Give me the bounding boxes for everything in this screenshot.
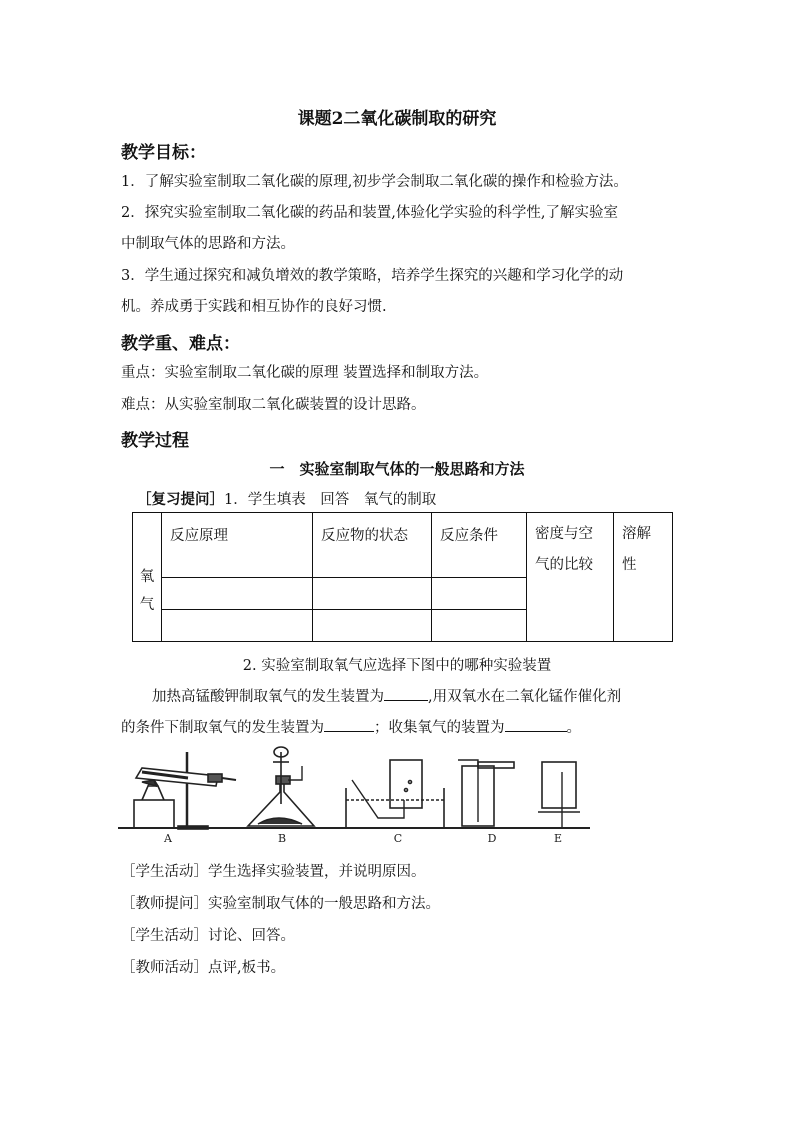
table-cell[interactable] [432,578,527,610]
key-points-heading: 教学重、难点： [121,334,240,354]
process-heading: 教学过程 [121,431,189,451]
activity-student-discuss: ［学生活动］讨论、回答。 [121,928,295,944]
question-2: 2. 实验室制取氧气应选择下图中的哪种实验装置 [242,658,552,674]
review-tag: ［复习提问］ [137,491,224,508]
apparatus-label-d: D [487,832,497,844]
header-reactant-state: 反应物的状态 [313,513,432,578]
objective-item-3-line-1: 3．学生通过探究和减负增效的教学策略，培养学生探究的兴趣和学习化学的动 [121,268,624,284]
header-density-comparison: 密度与空 气的比较 [527,513,614,642]
apparatus-d-upward-displacement [458,760,514,826]
fill-in-line-2: 的条件下制取氧气的发生装置为 ；收集氧气的装置为 。 [121,717,581,738]
table-cell[interactable] [313,578,432,610]
apparatus-label-a: A [164,832,172,844]
apparatus-e-downward-displacement [538,762,580,828]
apparatus-label-c: C [393,832,403,844]
apparatus-c-water-trough [346,760,444,828]
table-cell[interactable] [162,610,313,642]
activity-student-choose: ［学生活动］学生选择实验装置，并说明原因。 [121,864,426,880]
key-point: 重点：实验室制取二氧化碳的原理 装置选择和制取方法。 [121,365,489,381]
activity-teacher-question: ［教师提问］实验室制取气体的一般思路和方法。 [121,896,440,912]
apparatus-a-heating [134,752,236,829]
table-cell[interactable] [313,610,432,642]
table-cell[interactable] [162,578,313,610]
objective-item-2-line-2: 中制取气体的思路和方法。 [121,236,295,252]
page-title: 课题2二氧化碳制取的研究 [297,109,497,129]
apparatus-label-b: B [277,832,287,844]
objective-item-2-line-1: 2．探究实验室制取二氧化碳的药品和装置,体验化学实验的科学性,了解实验室 [121,205,618,221]
answer-blank-collect[interactable] [505,717,567,732]
row-label-oxygen: 氧 气 [133,513,162,642]
table-cell[interactable] [432,610,527,642]
answer-blank-h2o2[interactable] [324,717,374,732]
activity-teacher-review: ［教师活动］点评,板书。 [121,960,286,976]
apparatus-b-flask [248,747,314,826]
apparatus-label-e: E [553,832,563,844]
objectives-heading: 教学目标： [121,143,206,163]
difficult-point: 难点：从实验室制取二氧化碳装置的设计思路。 [121,397,426,413]
lab-apparatus-figure [118,742,598,844]
header-reaction-condition: 反应条件 [432,513,527,578]
header-reaction-principle: 反应原理 [162,513,313,578]
review-text: 1．学生填表 回答 氧气的制取 [224,492,437,508]
objective-item-1: 1．了解实验室制取二氧化碳的原理,初步学会制取二氧化碳的操作和检验方法。 [121,174,628,190]
objective-item-3-line-2: 机。养成勇于实践和相互协作的良好习惯. [121,299,387,315]
header-solubility: 溶解 性 [614,513,673,642]
fill-in-line-1: 加热高锰酸钾制取氧气的发生装置为 ,用双氧水在二氧化锰作催化剂 [152,686,621,707]
review-question [137,490,436,510]
section-title: 一 实验室制取气体的一般思路和方法 [269,460,525,478]
oxygen-preparation-table [132,512,673,642]
answer-blank-kmno4[interactable] [384,686,428,701]
